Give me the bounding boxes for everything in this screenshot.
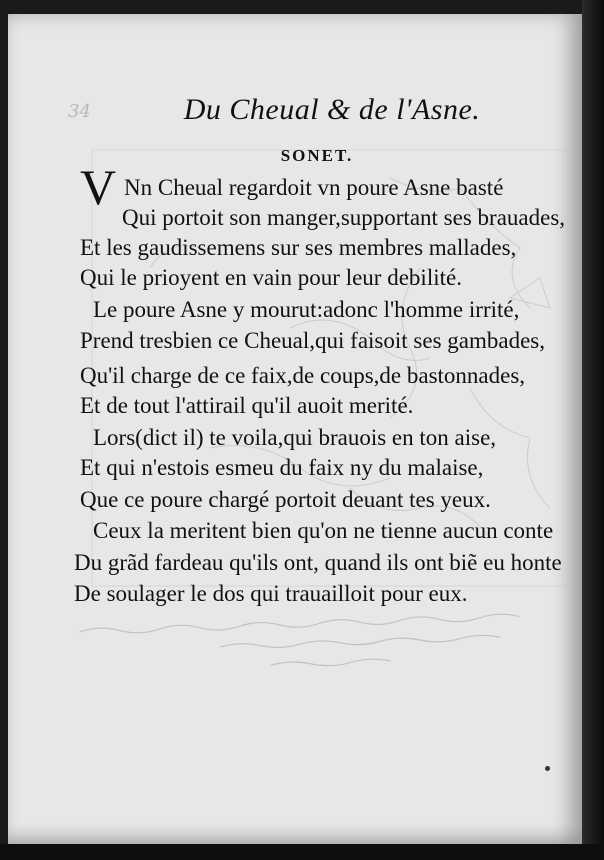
poem-line: Et les gaudissemens sur ses membres mallades, bbox=[80, 235, 517, 260]
poem-line: Nn Cheual regardoit vn poure Asne basté bbox=[124, 175, 504, 200]
poem-title: SONET. bbox=[280, 146, 354, 165]
poem-line: De soulager le dos qui trauailloit pour eux. bbox=[74, 581, 468, 606]
poem-line: Qui le prioyent en vain pour leur debilité. bbox=[80, 265, 462, 290]
poem-line: Qui portoit son manger,supportant ses brauades, bbox=[122, 205, 566, 230]
page-bottom-edge bbox=[0, 844, 604, 860]
page-gutter bbox=[582, 0, 604, 860]
poem-line: Qu'il charge de ce faix,de coups,de bastonnades, bbox=[80, 363, 526, 388]
poem-line: Prend tresbien ce Cheual,qui faisoit ses gambades, bbox=[80, 328, 545, 353]
poem-line: Le poure Asne y mourut:adonc l'homme irrité, bbox=[93, 297, 520, 322]
poem-line: Et de tout l'attirail qu'il auoit merité. bbox=[80, 393, 414, 418]
poem-line: Du grãd fardeau qu'ils ont, quand ils ont biẽ eu honte bbox=[74, 550, 562, 575]
poem-line: Que ce poure chargé portoit deuant tes yeux. bbox=[80, 487, 491, 512]
poem-line: Ceux la meritent bien qu'on ne tienne aucun conte bbox=[93, 518, 554, 543]
poem-line: Lors(dict il) te voila,qui brauois en ton aise, bbox=[93, 425, 497, 450]
running-head: Du Cheual & de l'Asne. bbox=[183, 93, 481, 126]
poem-line: Et qui n'estois esmeu du faix ny du malaise, bbox=[80, 455, 484, 480]
ink-spot bbox=[545, 766, 550, 771]
drop-cap: V bbox=[80, 159, 117, 215]
page-number: 34 bbox=[68, 101, 91, 122]
